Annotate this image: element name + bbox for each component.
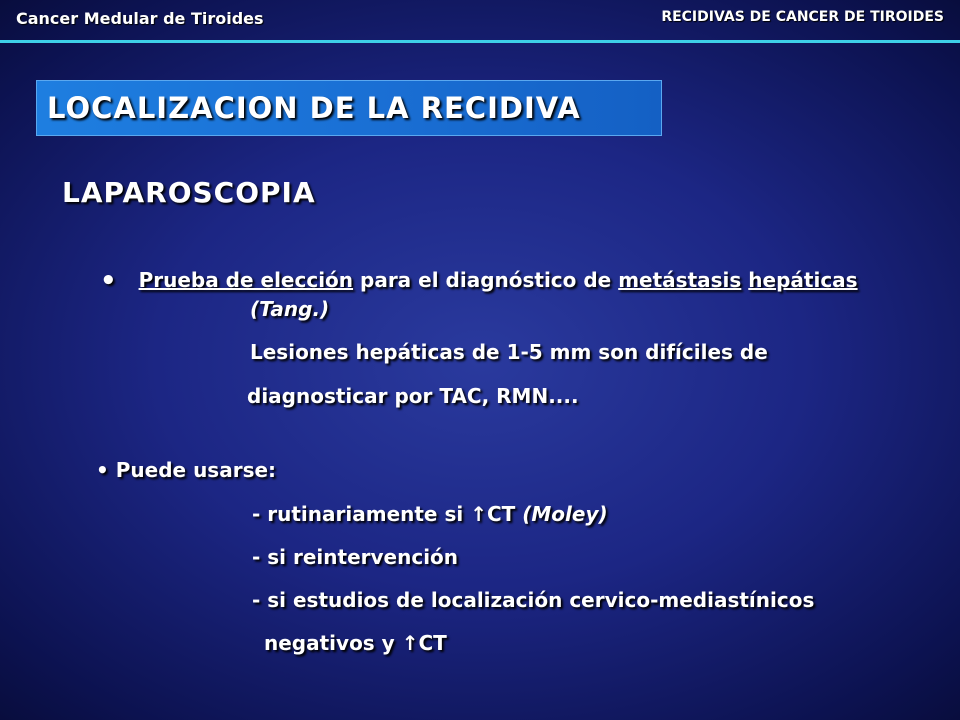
block1-line1 <box>100 264 858 294</box>
header-divider <box>0 40 960 43</box>
block2-item3: - si estudios de localización cervico-mediastínicos <box>252 588 815 612</box>
citation-moley: (Moley) <box>522 502 608 526</box>
citation-tang: (Tang.) <box>250 297 330 321</box>
up-arrow-icon: ↑ <box>401 631 419 655</box>
up-arrow-icon: ↑ <box>470 502 487 526</box>
phrase-prueba-eleccion: Prueba de elección <box>138 268 354 292</box>
header-right-title: RECIDIVAS DE CANCER DE TIROIDES <box>661 9 944 25</box>
subheading: LAPAROSCOPIA <box>62 176 316 209</box>
word-metastasis: metástasis <box>618 268 742 292</box>
bullet-icon: • <box>100 266 117 296</box>
bullet-icon: • <box>96 458 109 482</box>
block1-line3: Lesiones hepáticas de 1-5 mm son difíciles de <box>250 340 768 364</box>
block2-item3b: negativos y ↑CT <box>264 631 447 655</box>
block1-line4: diagnosticar por TAC, RMN.... <box>247 384 579 408</box>
block2-item1: - rutinariamente si ↑CT (Moley) <box>252 502 608 526</box>
text-diagnostico: para el diagnóstico de <box>353 268 619 292</box>
puede-usarse-label: Puede usarse: <box>115 458 277 482</box>
slide-title: LOCALIZACION DE LA RECIDIVA <box>47 91 581 125</box>
block2-item2: - si reintervención <box>252 545 459 569</box>
word-hepaticas: hepáticas <box>748 268 858 292</box>
title-box <box>36 80 662 136</box>
header-left-title: Cancer Medular de Tiroides <box>16 9 264 28</box>
block2-heading <box>96 458 276 482</box>
